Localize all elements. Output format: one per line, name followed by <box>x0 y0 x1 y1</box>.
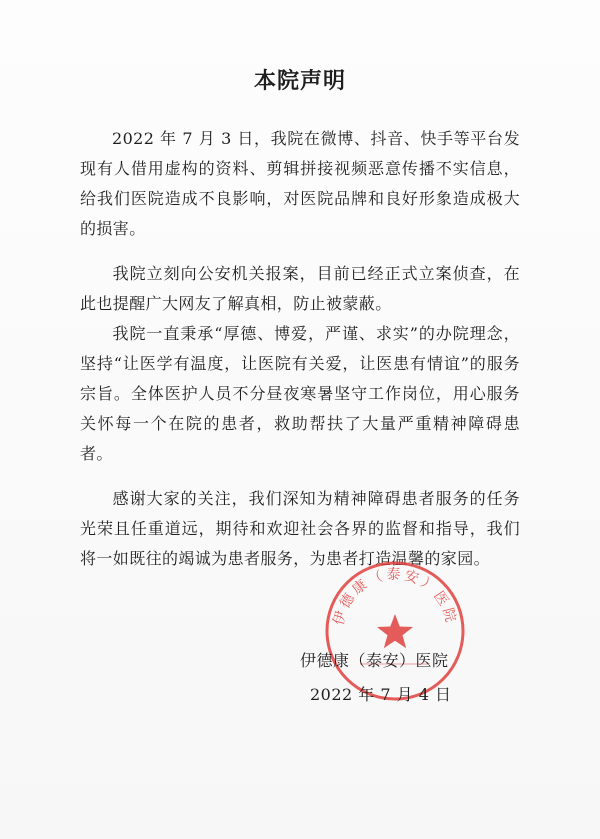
paragraph-police-report <box>80 259 520 319</box>
paragraph-philosophy <box>80 319 520 469</box>
paragraph-text: 我院一直秉承“厚德、博爱，严谨、求实”的办院理念，坚持“让医学有温度，让医院有关爱，让医患有情谊”的服务宗旨。全体医护人员不分昼夜寒暑坚守工作岗位，用心服务关怀每一个在院的患者，救助帮扶了大量严重精神障碍患者。 <box>80 324 520 463</box>
paragraph-text: 感谢大家的关注，我们深知为精神障碍患者服务的任务光荣且任重道远，期待和欢迎社会各界的监督和指导，我们将一如既往的竭诚为患者服务，为患者打造温馨的家园。 <box>80 489 520 568</box>
seal-text: 伊德康（泰安）医院 <box>330 567 460 627</box>
signature: 伊德康（泰安）医院 <box>300 651 449 670</box>
seal-star-icon <box>377 614 413 648</box>
page-title: 本院声明 <box>253 68 346 94</box>
paragraph-incident <box>80 124 520 244</box>
paragraph-text: 我院立刻向公安机关报案，目前已经正式立案侦查，在此也提醒广大网友了解真相，防止被蒙蔽。 <box>80 264 520 313</box>
paragraph-text: 2022 年 7 月 3 日，我院在微博、抖音、快手等平台发现有人借用虚构的资料、剪辑拼接视频恶意传播不实信息，给我们医院造成不良影响，对医院品牌和良好形象造成极大的损害。 <box>80 129 520 238</box>
issue-date: 2022 年 7 月 4 日 <box>310 685 452 704</box>
